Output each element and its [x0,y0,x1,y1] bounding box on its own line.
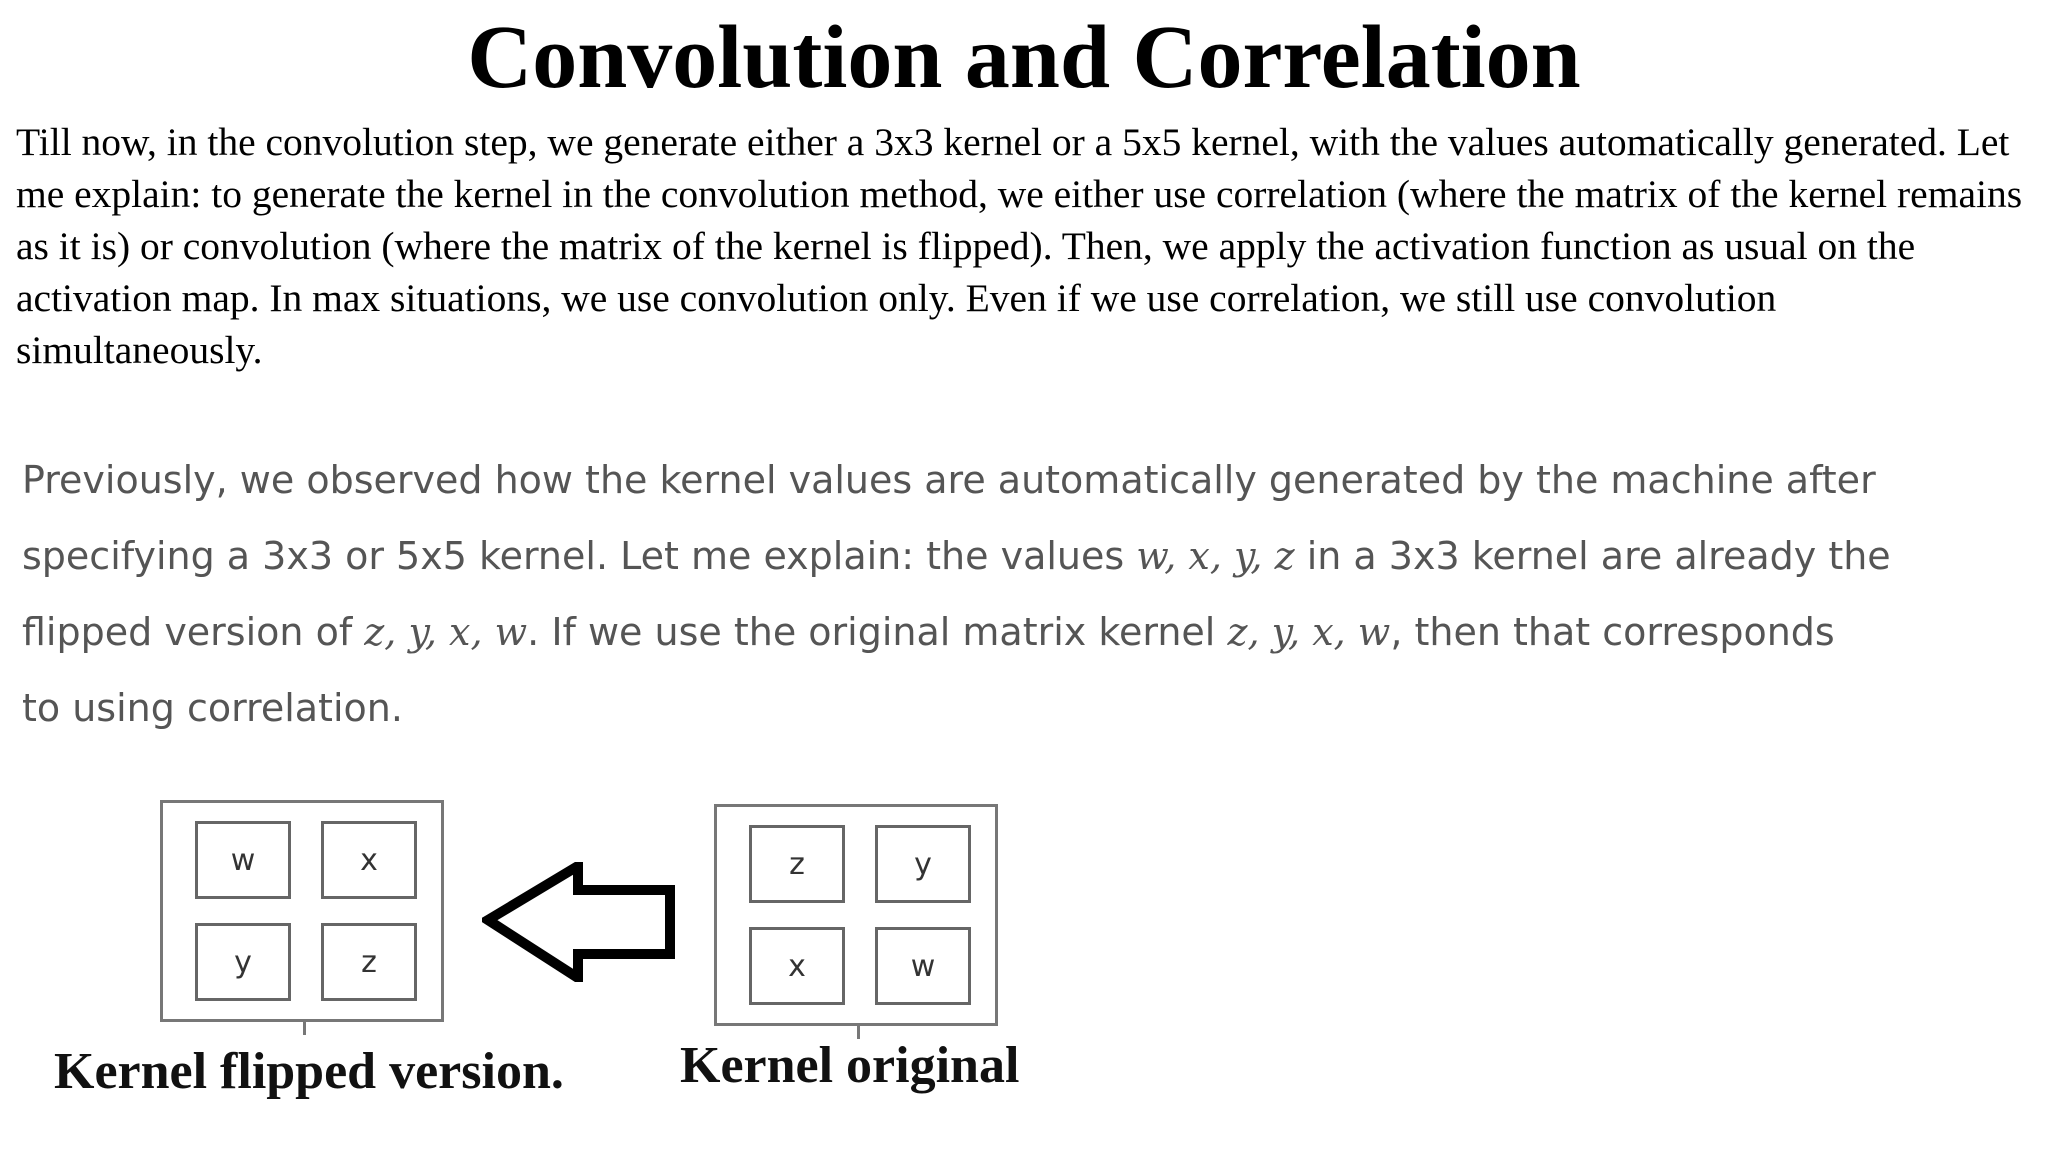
snippet-line-3b: . If we use the original matrix kernel [527,610,1228,654]
intro-paragraph: Till now, in the convolution step, we generate either a 3x3 kernel or a 5x5 kernel, with the values automatically generated. Let me explain: to generate the kernel in the convolution method, we either use correlation (where the matrix of the kernel remains as it is) or convolution (where the matrix of the kernel is flipped). Then, we apply the activation function as usual on the activation map. In max situations, we use convolution only. Even if we use correlation, we still use convolution simultaneously. [16,120,2023,372]
page-title: Convolution and Correlation [467,8,1581,107]
original-kernel-caption: Kernel original [680,1037,1020,1094]
snippet-line-2a: specifying a 3x3 or 5x5 kernel. Let me explain: the values [22,534,1137,578]
math-wxyz: w, x, y, z [1136,534,1295,578]
original-kernel-cell: y [875,825,971,903]
original-kernel-cell: w [875,927,971,1005]
snippet-line-3a: flipped version of [22,610,365,654]
original-kernel-box [714,804,998,1026]
math-zyxw-2: z, y, x, w [1227,610,1391,654]
snippet-line-1: Previously, we observed how the kernel values are automatically generated by the machine after [22,458,1876,502]
flipped-kernel-tick [303,1021,306,1035]
flipped-kernel-box [160,800,444,1022]
left-arrow-icon [482,862,676,982]
flipped-kernel-cell: z [321,923,417,1001]
flipped-kernel-cell: w [195,821,291,899]
snippet-paragraph [22,442,1922,746]
math-zyxw-1: z, y, x, w [364,610,528,654]
snippet-line-4: to using correlation. [22,686,403,730]
flipped-kernel-cell: x [321,821,417,899]
flipped-kernel-cell: y [195,923,291,1001]
original-kernel-cell: x [749,927,845,1005]
original-kernel-cell: z [749,825,845,903]
snippet-line-3c: , then that corresponds [1390,610,1835,654]
flipped-kernel-caption: Kernel flipped version. [54,1043,564,1100]
snippet-line-2b: in a 3x3 kernel are already the [1294,534,1891,578]
